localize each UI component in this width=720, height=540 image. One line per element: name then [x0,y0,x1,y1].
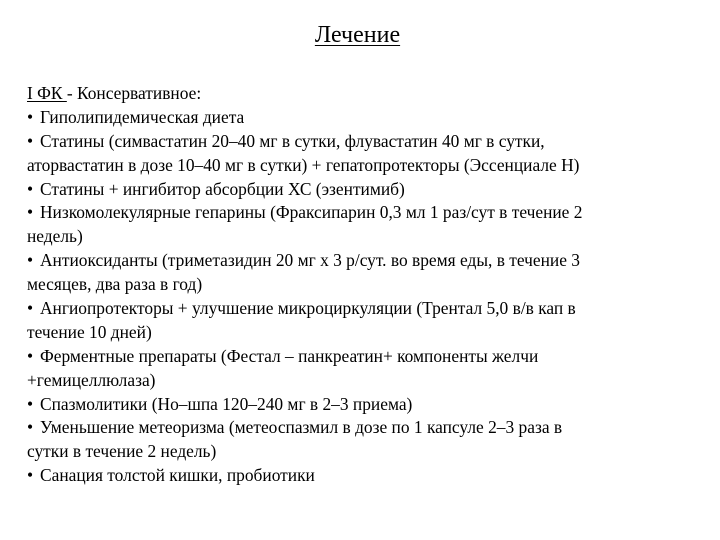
list-item [27,106,687,130]
slide-body [27,82,687,488]
list-item-continuation: течение 10 дней) [27,321,152,342]
slide-title: Лечение [314,22,401,48]
list-item-text: Антиоксиданты (триметазидин 20 мг х 3 р/сут. во время еды, в течение 3 [40,250,580,271]
list-item [27,464,687,488]
list-item-text: Санация толстой кишки, пробиотики [40,465,315,486]
list-item-continuation: аторвастатин в дозе 10–40 мг в сутки) + гепатопротекторы (Эссенциале Н) [27,154,580,175]
bullet-icon: • [27,393,34,414]
list-item [27,416,687,440]
list-item-text: Статины (симвастатин 20–40 мг в сутки, флувастатин 40 мг в сутки, [40,130,545,151]
bullet-icon: • [27,178,34,199]
list-item-text: Ферментные препараты (Фестал – панкреатин+ компоненты желчи [40,345,539,366]
list-item [27,297,687,321]
list-item-continuation: недель) [27,226,83,247]
list-item-text: Уменьшение метеоризма (метеоспазмил в дозе по 1 капсуле 2–3 раза в [40,417,563,438]
bullet-icon: • [27,417,34,438]
list-item [27,249,687,273]
bullet-icon: • [27,130,34,151]
list-item-text: Гиполипидемическая диета [40,106,245,127]
list-item-text: Низкомолекулярные гепарины (Фраксипарин 0,3 мл 1 раз/сут в течение 2 [40,202,583,223]
intro-line [27,82,687,106]
bullet-icon: • [27,345,34,366]
list-item [27,393,687,417]
list-item [27,130,687,154]
functional-class-label: I ФК [27,83,67,103]
list-item-continuation: месяцев, два раза в год) [27,274,203,295]
bullet-icon: • [27,298,34,319]
list-item [27,201,687,225]
list-item-text: Ангиопротекторы + улучшение микроциркуляции (Трентал 5,0 в/в кап в [40,298,576,319]
list-item-continuation: сутки в течение 2 недель) [27,441,217,462]
list-item-text: Статины + ингибитор абсорбции ХС (эзентимиб) [40,178,405,199]
bullet-icon: • [27,465,34,486]
intro-text: - Консервативное: [66,83,202,103]
list-item [27,178,687,202]
list-item-text: Спазмолитики (Но–шпа 120–240 мг в 2–3 приема) [40,393,413,414]
bullet-icon: • [27,202,34,223]
list-item [27,345,687,369]
bullet-icon: • [27,106,34,127]
bullet-icon: • [27,250,34,271]
list-item-continuation: +гемицеллюлаза) [27,369,156,390]
